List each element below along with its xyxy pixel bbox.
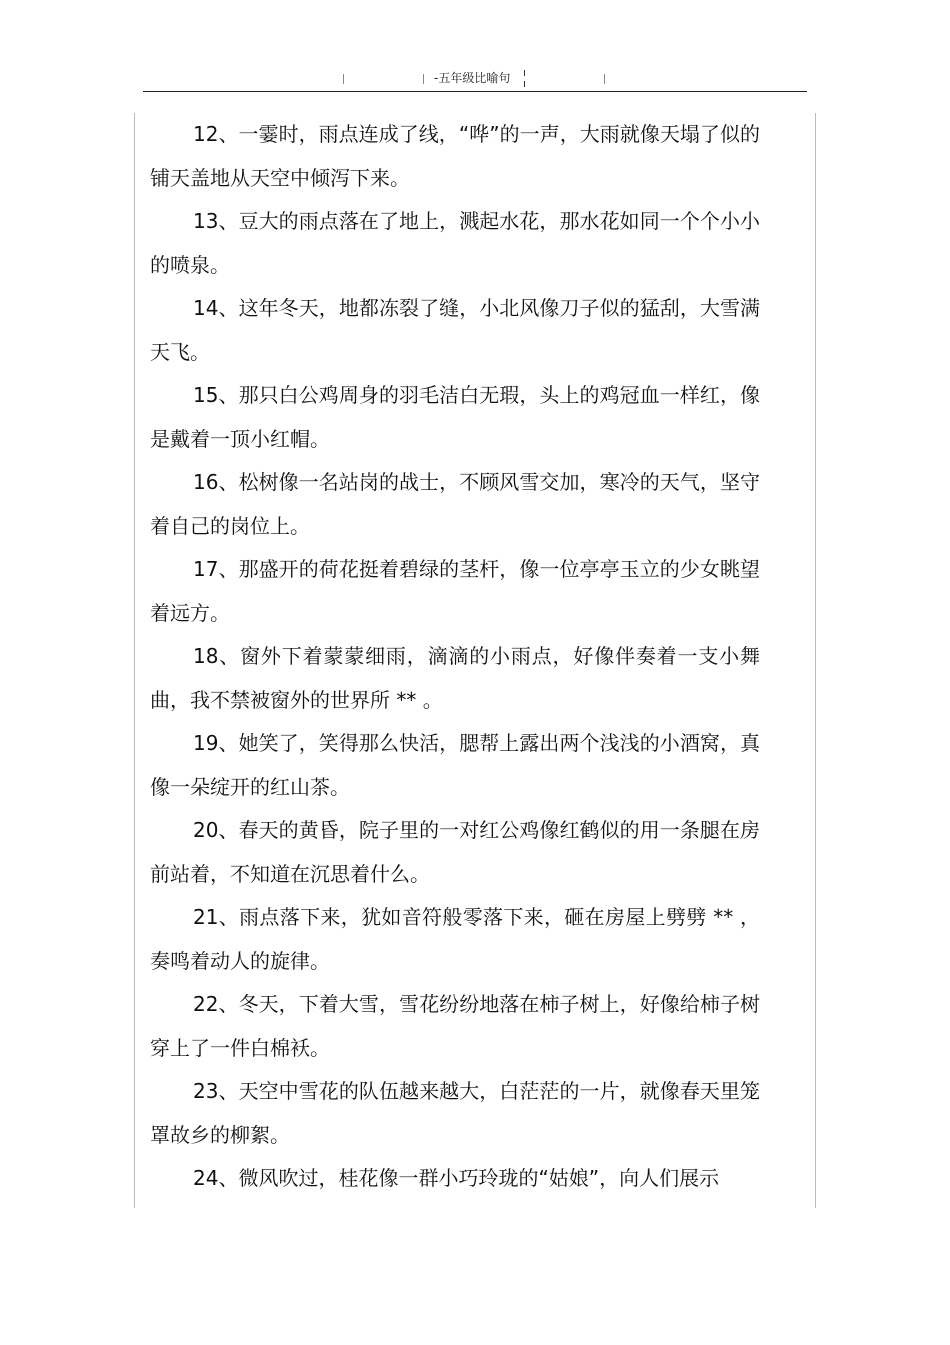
document-body (150, 113, 760, 1208)
paragraph-22: 22、冬天，下着大雪，雪花纷纷地落在柿子树上，好像给柿子树穿上了一件白棉袄。 (150, 992, 760, 1060)
left-margin-line (134, 113, 135, 1208)
header-title: -五年级比喻句 (434, 71, 511, 85)
paragraph-23: 23、天空中雪花的队伍越来越大，白茫茫的一片，就像春天里笼罩故乡的柳絮。 (150, 1079, 760, 1147)
paragraph-13: 13、豆大的雨点落在了地上，溅起水花，那水花如同一个个小小的喷泉。 (150, 209, 760, 277)
header-tick (343, 74, 344, 84)
header-tick (604, 74, 605, 84)
paragraph-24: 24、微风吹过，桂花像一群小巧玲珑的“姑娘”，向人们展示 (193, 1166, 720, 1190)
paragraph-18: 18、窗外下着蒙蒙细雨，滴滴的小雨点，好像伴奏着一支小舞曲，我不禁被窗外的世界所 ** 。 (150, 644, 760, 712)
paragraph-17: 17、那盛开的荷花挺着碧绿的茎杆，像一位亭亭玉立的少女眺望着远方。 (150, 557, 760, 625)
paragraph-16: 16、松树像一名站岗的战士，不顾风雪交加，寒冷的天气，坚守着自己的岗位上。 (150, 470, 760, 538)
page-header (0, 0, 950, 100)
paragraph-20: 20、春天的黄昏，院子里的一对红公鸡像红鹤似的用一条腿在房前站着，不知道在沉思着什么。 (150, 818, 760, 886)
header-tick (524, 70, 525, 76)
header-tick (423, 74, 424, 84)
paragraph-21: 21、雨点落下来，犹如音符般零落下来，砸在房屋上劈劈 ** ，奏鸣着动人的旋律。 (150, 905, 760, 973)
header-tick (524, 81, 525, 87)
paragraph-12: 12、一霎时，雨点连成了线，“哗”的一声，大雨就像天塌了似的铺天盖地从天空中倾泻下来。 (150, 122, 760, 190)
header-rule (143, 91, 807, 92)
paragraph-14: 14、这年冬天，地都冻裂了缝，小北风像刀子似的猛刮，大雪满天飞。 (150, 296, 760, 364)
right-margin-line (815, 113, 816, 1208)
paragraph-19: 19、她笑了，笑得那么快活，腮帮上露出两个浅浅的小酒窝，真像一朵绽开的红山茶。 (150, 731, 760, 799)
paragraph-15: 15、那只白公鸡周身的羽毛洁白无瑕，头上的鸡冠血一样红，像是戴着一顶小红帽。 (150, 383, 760, 451)
